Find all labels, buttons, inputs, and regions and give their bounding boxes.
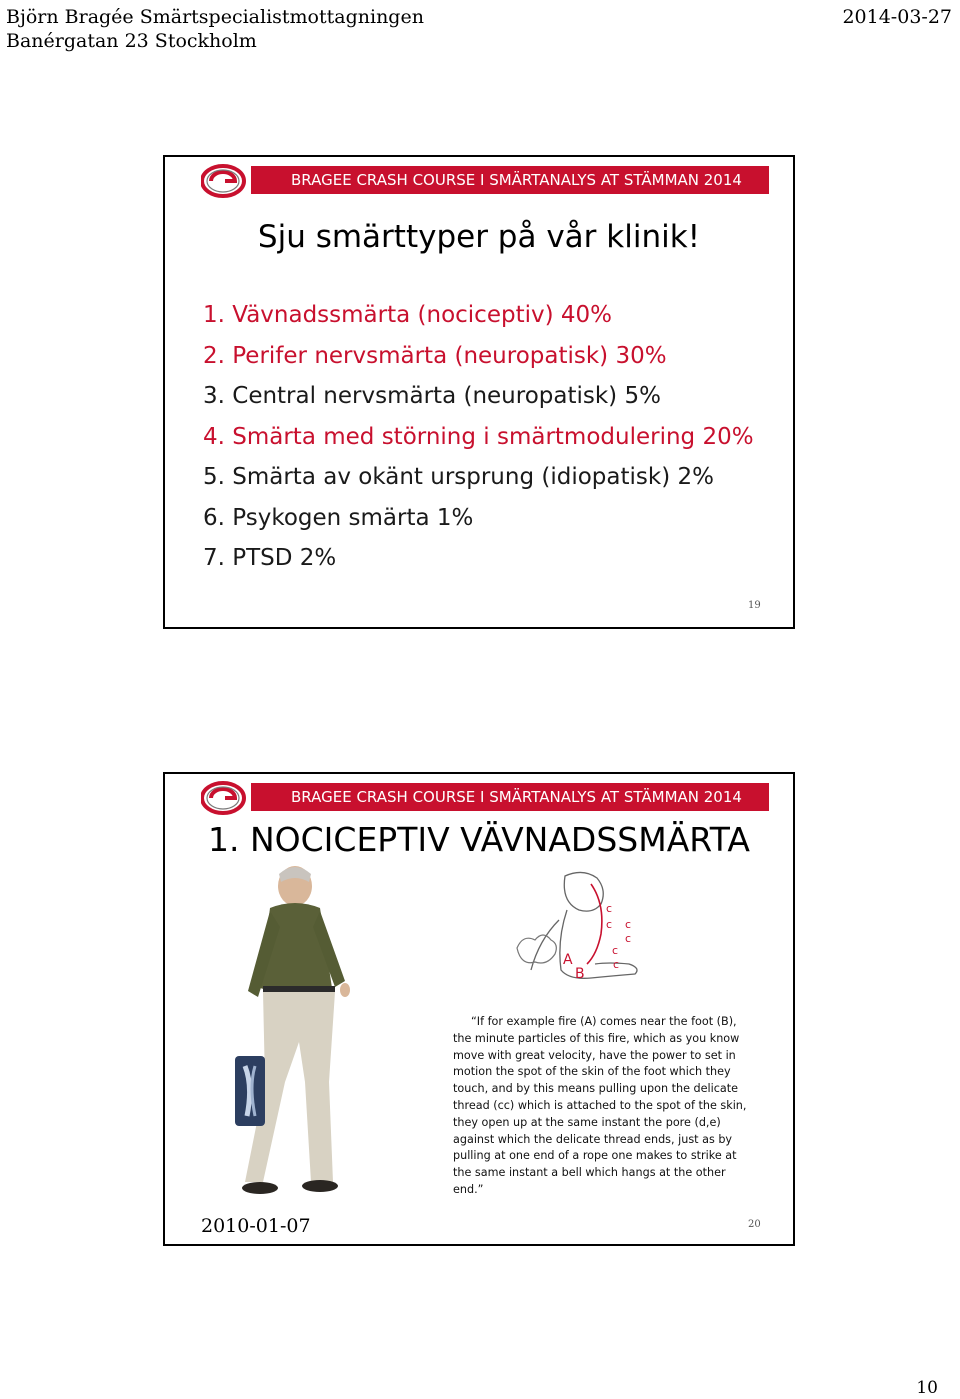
list-item: 3. Central nervsmärta (neuropatisk) 5% [203, 383, 661, 409]
label-c: c [606, 918, 613, 931]
bragee-logo-icon [201, 781, 247, 815]
slide-20 [163, 772, 795, 1246]
label-c: c [612, 944, 619, 957]
bragee-logo-icon [201, 164, 247, 198]
slide-date: 2010-01-07 [201, 1215, 311, 1237]
label-c: c [625, 932, 632, 945]
page-header-left [6, 2, 424, 56]
slide-title: 1. NOCICEPTIV VÄVNADSSMÄRTA [208, 820, 750, 859]
descartes-pain-pathway-illustration [503, 870, 663, 1000]
slide-19 [163, 155, 795, 629]
walking-man-illustration [225, 866, 385, 1196]
list-item: 2. Perifer nervsmärta (neuropatisk) 30% [203, 342, 667, 369]
slide-banner [201, 780, 769, 814]
banner-text: BRAGEE CRASH COURSE I SMÄRTANALYS AT STÄMMAN 2014 [251, 783, 769, 811]
descartes-quote: “If for example fire (A) comes near the foot (B), the minute particles of this fire, which as you know move with great velocity, have the power to set in motion the spot of the skin of the foot which they touch, and by this means pulling upon the delicate thread (cc) which is attached to the spot of the skin, they open up at the same instant the pore (d,e) against which the delicate thread ends, just as by pulling at one end of a rope one makes to strike at the same instant a bell which hangs at the other end.” [453, 1015, 747, 1196]
list-item: 1. Vävnadssmärta (nociceptiv) 40% [203, 302, 613, 328]
slide-title: Sju smärttyper på vår klinik! [257, 219, 701, 255]
header-clinic-name: Björn Bragée Smärtspecialistmottagningen [6, 6, 424, 28]
label-c: c [625, 918, 632, 931]
header-date: 2014-03-27 [842, 6, 952, 28]
list-item: 6. Psykogen smärta 1% [203, 504, 474, 531]
list-item: 7. PTSD 2% [203, 545, 337, 571]
label-b: B [575, 966, 585, 982]
pain-type-list [203, 295, 754, 579]
slide-page-number: 19 [748, 600, 761, 611]
slide-banner [201, 163, 769, 197]
banner-text: BRAGEE CRASH COURSE I SMÄRTANALYS AT STÄMMAN 2014 [251, 166, 769, 194]
list-item: 5. Smärta av okänt ursprung (idiopatisk) 2% [203, 464, 714, 490]
header-address: Banérgatan 23 Stockholm [6, 30, 257, 52]
label-c: c [613, 958, 620, 971]
slide-page-number: 20 [748, 1219, 761, 1230]
label-a: A [563, 952, 573, 968]
label-c: c [606, 902, 613, 915]
page-number: 10 [916, 1378, 938, 1398]
list-item: 4. Smärta med störning i smärtmodulering 20% [203, 423, 754, 450]
